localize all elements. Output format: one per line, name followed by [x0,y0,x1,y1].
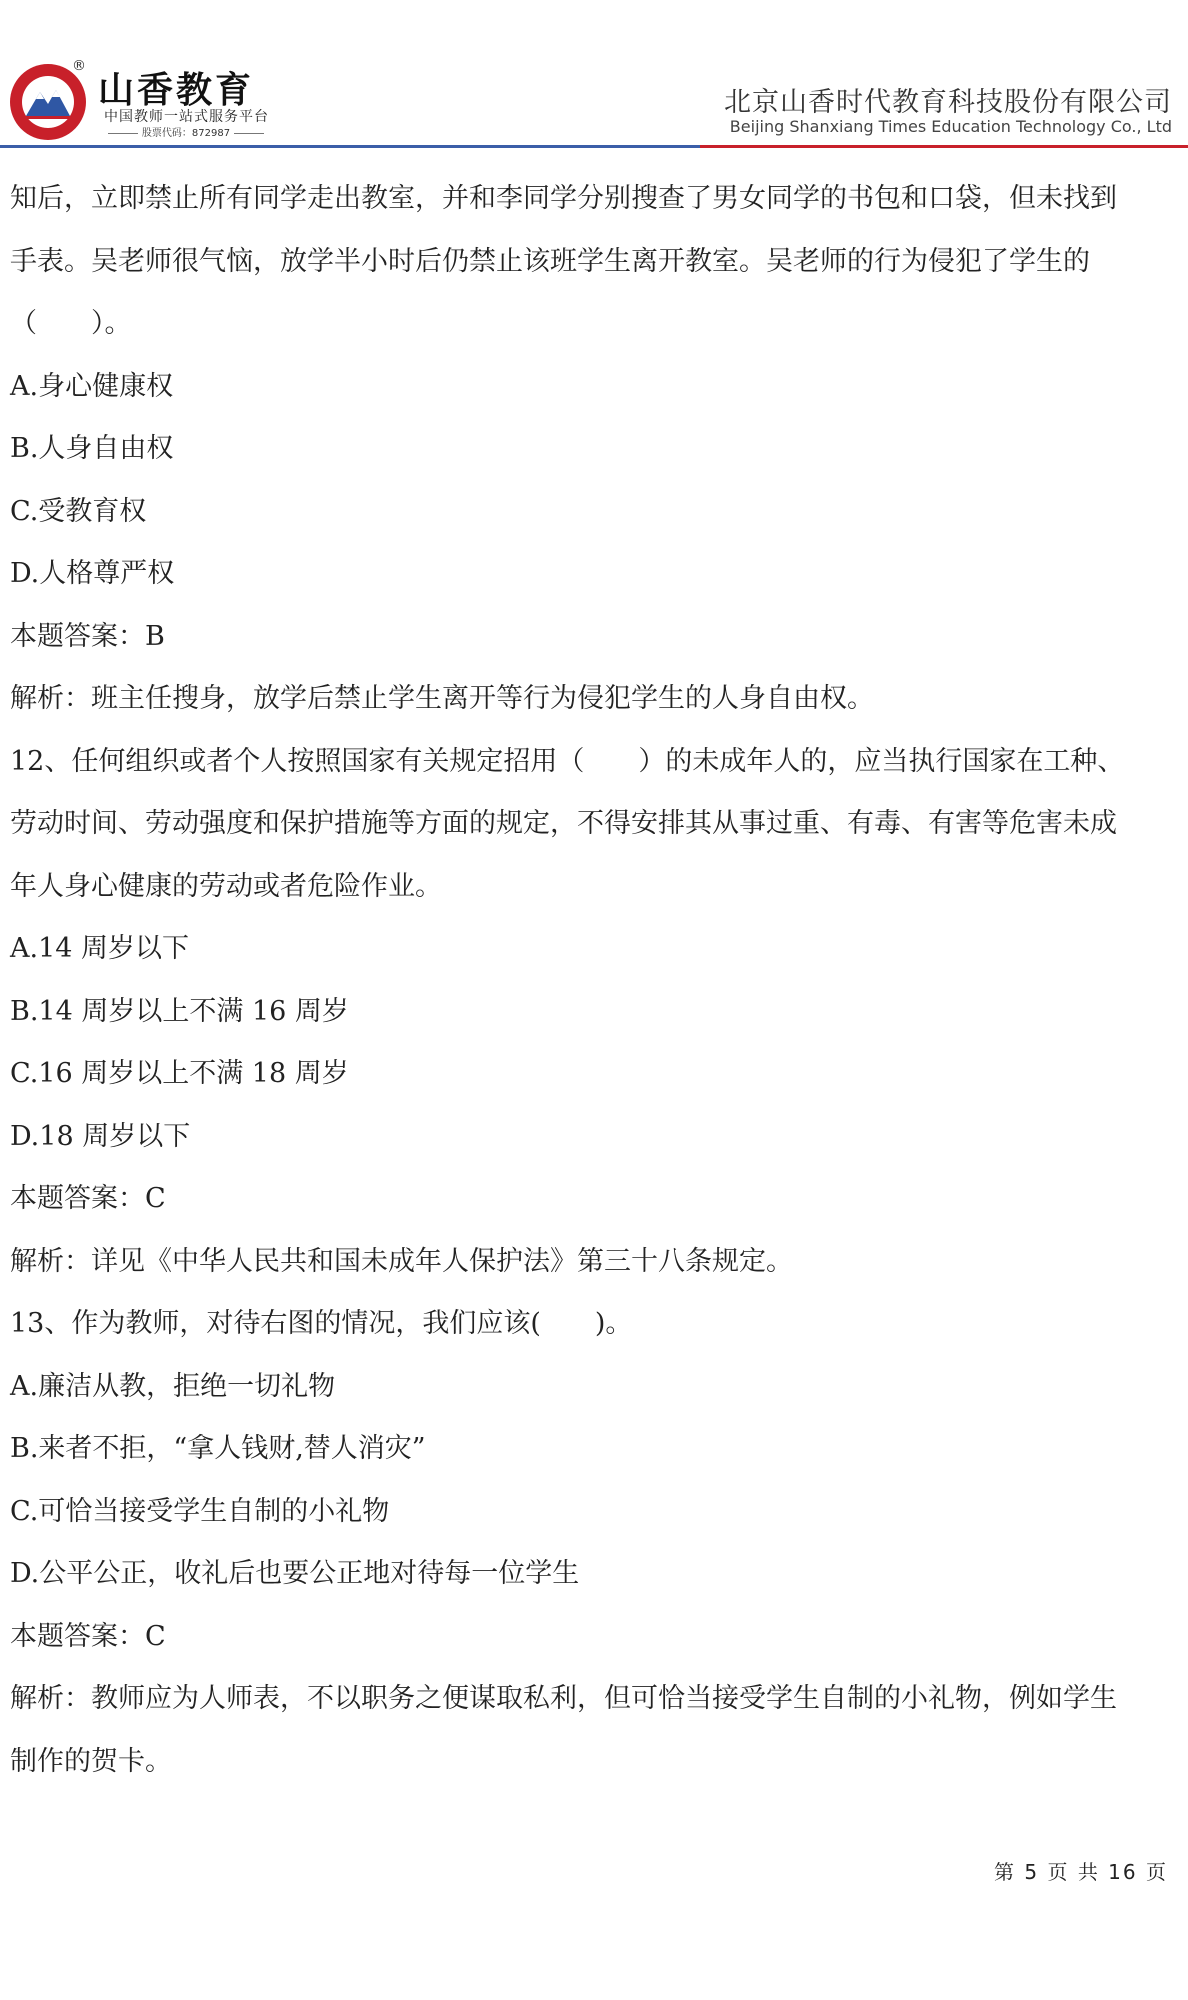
question-line: 劳动时间、劳动强度和保护措施等方面的规定，不得安排其从事过重、有毒、有害等危害未成 [10,808,1117,839]
brand-code [100,124,272,139]
logo-emblem-icon [8,62,88,142]
text-line: 知后，立即禁止所有同学走出教室，并和李同学分别搜查了男女同学的书包和口袋，但未找到 [10,183,1117,214]
option-line: C.受教育权 [10,495,147,527]
logo [8,62,88,142]
document-body [10,168,1180,1793]
text-line: 手表。吴老师很气恼，放学半小时后仍禁止该班学生离开教室。吴老师的行为侵犯了学生的 [10,245,1090,277]
company-name-en: Beijing Shanxiang Times Education Technology Co., Ltd [729,117,1172,136]
stock-code: 股票代码：872987 [141,128,231,139]
option-line: C.16 周岁以上不满 18 周岁 [10,1058,349,1089]
option-line: C.可恰当接受学生自制的小礼物 [10,1495,390,1527]
explanation-line: 解析：教师应为人师表，不以职务之便谋取私利，但可恰当接受学生自制的小礼物，例如学生 [10,1683,1117,1714]
brand-name: 山香教育 [98,70,255,111]
answer-line: 本题答案：C [10,1183,166,1214]
registered-mark: ® [72,58,86,74]
question-line: 12、任何组织或者个人按照国家有关规定招用（ ）的未成年人的，应当执行国家在工种、 [10,745,1125,777]
brand-slogan: 中国教师一站式服务平台 [104,109,269,125]
page-header [0,0,1188,150]
option-line: A.14 周岁以下 [10,933,190,964]
company-name-cn: 北京山香时代教育科技股份有限公司 [724,87,1172,118]
header-rule [0,145,1188,151]
explanation-line: 解析：详见《中华人民共和国未成年人保护法》第三十八条规定。 [10,1245,793,1277]
divider [234,133,264,134]
explanation-line: 解析：班主任搜身，放学后禁止学生离开等行为侵犯学生的人身自由权。 [10,683,874,714]
header-rule-blue [0,145,700,148]
option-line: B.14 周岁以上不满 16 周岁 [10,995,349,1027]
divider [108,133,138,134]
text-line: （ ）。 [10,308,132,339]
option-line: A.身心健康权 [10,370,174,402]
option-line: D.公平公正，收礼后也要公正地对待每一位学生 [10,1558,580,1589]
option-line: A.廉洁从教，拒绝一切礼物 [10,1370,336,1402]
option-line: B.人身自由权 [10,433,174,464]
page-number: 第 5 页 共 16 页 [994,1860,1168,1884]
answer-line: 本题答案：C [10,1620,166,1652]
question-line: 13、作为教师，对待右图的情况，我们应该( )。 [10,1308,633,1339]
header-rule-red [700,145,1188,148]
option-line: D.18 周岁以下 [10,1120,191,1152]
explanation-line: 制作的贺卡。 [10,1745,172,1777]
answer-line: 本题答案：B [10,620,165,652]
question-line: 年人身心健康的劳动或者危险作业。 [10,870,442,902]
option-line: B.来者不拒，“拿人钱财,替人消灾” [10,1433,426,1464]
option-line: D.人格尊严权 [10,558,175,589]
